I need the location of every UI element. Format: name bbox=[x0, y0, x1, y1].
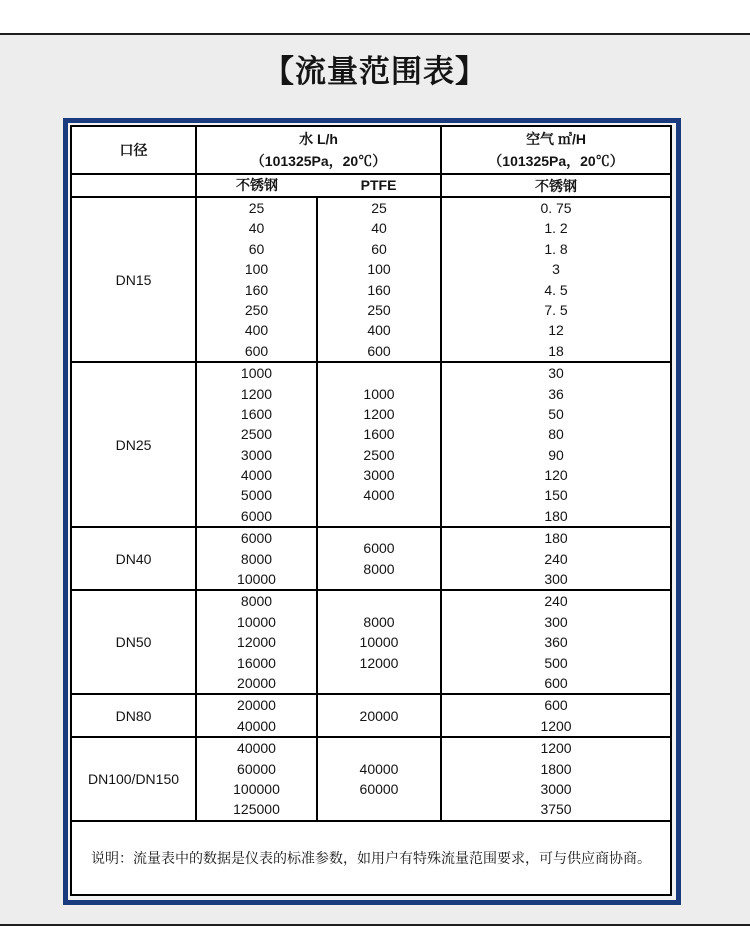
value-line: 160 bbox=[367, 281, 391, 298]
value-line: 4000 bbox=[240, 467, 273, 484]
value-line: 10000 bbox=[359, 634, 399, 651]
value-line: 3 bbox=[552, 261, 560, 278]
table-row bbox=[71, 197, 671, 362]
diameter-cell: DN25 bbox=[71, 362, 196, 527]
content-area bbox=[0, 35, 750, 926]
note-row bbox=[71, 821, 671, 895]
water-header-conditions: （101325Pa，20℃） bbox=[250, 153, 387, 169]
value-line: 10000 bbox=[237, 613, 276, 630]
water-material-header bbox=[196, 174, 441, 197]
flow-range-table-frame bbox=[63, 118, 681, 905]
air-ss-cell bbox=[441, 694, 671, 737]
value-line: 500 bbox=[544, 654, 568, 671]
value-line: 8000 bbox=[363, 560, 395, 577]
value-line: 600 bbox=[544, 674, 568, 691]
value-line: 360 bbox=[544, 634, 568, 651]
value-line: 400 bbox=[367, 322, 391, 339]
header-row-main bbox=[71, 126, 671, 174]
air-ss-cell bbox=[441, 197, 671, 362]
value-line: 6000 bbox=[240, 530, 273, 547]
diameter-cell: DN80 bbox=[71, 694, 196, 737]
water-ptfe-cell bbox=[317, 694, 441, 737]
table-row bbox=[71, 362, 671, 527]
value-line: 180 bbox=[544, 507, 568, 524]
table-body bbox=[71, 197, 671, 821]
value-line: 6000 bbox=[363, 540, 395, 557]
value-line: 8000 bbox=[240, 550, 273, 567]
water-ptfe-cell bbox=[317, 362, 441, 527]
water-ss-cell bbox=[196, 527, 317, 590]
diameter-cell: DN100/DN150 bbox=[71, 737, 196, 821]
value-line: 80 bbox=[548, 426, 564, 443]
value-line: 20000 bbox=[237, 674, 276, 691]
value-line: 30 bbox=[548, 365, 564, 382]
value-line: 7. 5 bbox=[544, 301, 568, 318]
water-ss-cell bbox=[196, 362, 317, 527]
water-ptfe-cell bbox=[317, 527, 441, 590]
value-line: 600 bbox=[367, 342, 391, 359]
air-ss-cell bbox=[441, 527, 671, 590]
value-line: 20000 bbox=[237, 697, 276, 714]
value-line: 600 bbox=[544, 697, 568, 714]
value-line: 3750 bbox=[540, 801, 572, 818]
value-line: 10000 bbox=[237, 571, 276, 588]
value-line: 100 bbox=[367, 261, 391, 278]
value-line: 36 bbox=[548, 385, 564, 402]
value-line: 1000 bbox=[363, 385, 395, 402]
air-ss-header: 不锈钢 bbox=[441, 174, 671, 197]
value-line: 20000 bbox=[359, 707, 399, 724]
value-line: 1800 bbox=[540, 760, 572, 777]
water-ss-cell bbox=[196, 197, 317, 362]
value-line: 250 bbox=[244, 301, 269, 318]
diameter-cell: DN40 bbox=[71, 527, 196, 590]
value-line: 120 bbox=[544, 467, 568, 484]
value-line: 12 bbox=[548, 322, 564, 339]
value-line: 40000 bbox=[359, 760, 399, 777]
header-row-sub bbox=[71, 174, 671, 197]
flow-range-table bbox=[70, 125, 672, 896]
value-line: 1200 bbox=[363, 405, 395, 422]
water-ptfe-header: PTFE bbox=[360, 177, 397, 193]
diameter-header-empty bbox=[71, 174, 196, 197]
value-line: 1. 8 bbox=[544, 240, 568, 257]
air-ss-cell bbox=[441, 362, 671, 527]
air-header-title: 空气 ㎥/H bbox=[526, 131, 586, 147]
air-header bbox=[441, 126, 671, 174]
value-line: 5000 bbox=[240, 487, 273, 504]
value-line: 1. 2 bbox=[544, 220, 568, 237]
value-line: 600 bbox=[244, 342, 269, 359]
value-line: 40000 bbox=[237, 717, 276, 734]
value-line: 60000 bbox=[237, 760, 276, 777]
value-line: 40000 bbox=[237, 740, 276, 757]
value-line: 12000 bbox=[359, 654, 399, 671]
air-header-conditions: （101325Pa，20℃） bbox=[488, 153, 624, 169]
table-row bbox=[71, 694, 671, 737]
value-line: 60 bbox=[371, 240, 387, 257]
value-line: 1200 bbox=[240, 385, 273, 402]
table-row bbox=[71, 737, 671, 821]
value-line: 3000 bbox=[540, 780, 572, 797]
water-ss-header: 不锈钢 bbox=[236, 177, 279, 193]
value-line: 2500 bbox=[240, 426, 273, 443]
water-ptfe-cell bbox=[317, 197, 441, 362]
value-line: 250 bbox=[367, 301, 391, 318]
value-line: 12000 bbox=[237, 634, 276, 651]
value-line: 100 bbox=[244, 261, 269, 278]
value-line: 60000 bbox=[359, 780, 399, 797]
water-header bbox=[196, 126, 441, 174]
value-line: 18 bbox=[548, 342, 564, 359]
air-ss-cell bbox=[441, 590, 671, 694]
water-ss-cell bbox=[196, 694, 317, 737]
diameter-cell: DN15 bbox=[71, 197, 196, 362]
water-ptfe-cell bbox=[317, 590, 441, 694]
air-ss-cell bbox=[441, 737, 671, 821]
table-head-section bbox=[71, 126, 671, 197]
value-line: 25 bbox=[371, 200, 387, 216]
value-line: 50 bbox=[548, 405, 564, 422]
table-foot-section bbox=[71, 821, 671, 895]
value-line: 16000 bbox=[237, 654, 276, 671]
value-line: 40 bbox=[371, 220, 387, 237]
value-line: 1600 bbox=[240, 405, 273, 422]
value-line: 2500 bbox=[363, 446, 395, 463]
value-line: 125000 bbox=[233, 801, 280, 818]
water-ptfe-cell bbox=[317, 737, 441, 821]
value-line: 300 bbox=[544, 613, 568, 630]
water-ss-cell bbox=[196, 590, 317, 694]
water-header-title: 水 L/h bbox=[299, 131, 338, 147]
value-line: 240 bbox=[544, 593, 568, 610]
value-line: 160 bbox=[244, 281, 269, 298]
value-line: 100000 bbox=[233, 780, 280, 797]
value-line: 1600 bbox=[363, 426, 395, 443]
value-line: 60 bbox=[248, 240, 265, 257]
value-line: 0. 75 bbox=[540, 200, 572, 216]
value-line: 400 bbox=[244, 322, 269, 339]
value-line: 150 bbox=[544, 487, 568, 504]
value-line: 25 bbox=[248, 200, 265, 216]
value-line: 1000 bbox=[240, 365, 273, 382]
table-row bbox=[71, 590, 671, 694]
water-ss-cell bbox=[196, 737, 317, 821]
table-row bbox=[71, 527, 671, 590]
value-line: 40 bbox=[248, 220, 265, 237]
value-line: 180 bbox=[544, 530, 568, 547]
value-line: 1200 bbox=[540, 717, 572, 734]
value-line: 8000 bbox=[363, 613, 395, 630]
value-line: 6000 bbox=[240, 507, 273, 524]
value-line: 300 bbox=[544, 571, 568, 588]
top-divider-band bbox=[0, 0, 750, 35]
value-line: 8000 bbox=[240, 593, 273, 610]
diameter-cell: DN50 bbox=[71, 590, 196, 694]
value-line: 3000 bbox=[363, 467, 395, 484]
value-line: 4. 5 bbox=[544, 281, 568, 298]
value-line: 1200 bbox=[540, 740, 572, 757]
value-line: 90 bbox=[548, 446, 564, 463]
diameter-header: 口径 bbox=[71, 126, 196, 174]
value-line: 3000 bbox=[240, 446, 273, 463]
value-line: 4000 bbox=[363, 487, 395, 504]
bottom-band bbox=[0, 926, 750, 947]
page-title: 【流量范围表】 bbox=[263, 54, 487, 89]
value-line: 240 bbox=[544, 550, 568, 567]
note-cell: 说明：流量表中的数据是仪表的标准参数，如用户有特殊流量范围要求，可与供应商协商。 bbox=[71, 821, 671, 895]
